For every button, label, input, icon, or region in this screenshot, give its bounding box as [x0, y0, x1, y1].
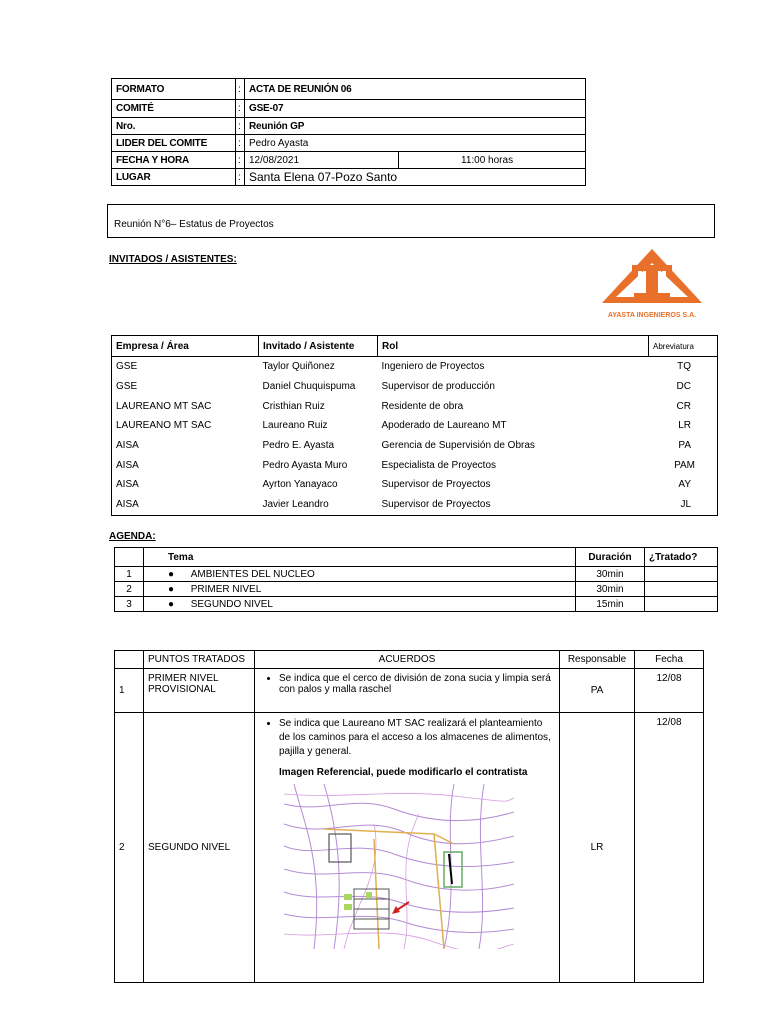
header-row-formato [112, 79, 586, 100]
cell-abreviatura: CR [676, 400, 691, 412]
cell-invitado: Pedro Ayasta Muro [262, 459, 348, 471]
company-logo [594, 245, 710, 325]
cell-invitado: Cristhian Ruiz [262, 400, 325, 412]
acuerdo-text: • Se indica que el cerco de división de zona sucia y limpia será con palos y malla raschel [279, 673, 555, 695]
label-comite: COMITÉ [112, 100, 236, 118]
header-row-nro [112, 118, 586, 135]
cell-tratado [645, 597, 718, 612]
cell-tratado [645, 582, 718, 597]
cell-duracion: 30min [576, 582, 645, 597]
col-tratado: ¿Tratado? [645, 548, 718, 567]
col-puntos: PUNTOS TRATADOS [144, 651, 255, 669]
table-row [112, 436, 718, 456]
cell-acuerdo [255, 669, 560, 713]
table-row [112, 357, 718, 377]
header-row-lugar [112, 169, 586, 186]
col-num [115, 651, 144, 669]
cell-abreviatura: JL [680, 499, 691, 511]
cell-abreviatura: PAM [674, 459, 695, 471]
table-row [115, 597, 718, 612]
cell-responsable: LR [560, 713, 635, 983]
value-formato: ACTA DE REUNIÓN 06 [245, 79, 586, 100]
acuerdo-text: • Se indica que Laureano MT SAC realizará el planteamiento de los caminos para el acceso a los almacenes de alimentos, pajilla y general. [279, 717, 555, 759]
value-fecha: 12/08/2021 [245, 152, 399, 169]
col-empresa: Empresa / Área [112, 336, 259, 357]
sep: : [236, 169, 245, 186]
value-lugar: Santa Elena 07-Pozo Santo [245, 169, 586, 186]
cell-rol: Apoderado de Laureano MT [381, 420, 507, 432]
label-lider: LIDER DEL COMITE [112, 135, 236, 152]
cell-abreviatura: AY [678, 479, 691, 491]
agenda-title: AGENDA: [109, 531, 156, 542]
header-row-fecha [112, 152, 586, 169]
cell-abreviatura: LR [678, 420, 691, 432]
cell-tema [144, 582, 576, 597]
cell-punto: PRIMER NIVEL PROVISIONAL [144, 669, 255, 713]
sep: : [236, 152, 245, 169]
cell-rol: Ingeniero de Proyectos [381, 361, 485, 373]
cell-abreviatura: DC [676, 381, 691, 393]
cell-empresa: AISA [116, 459, 139, 471]
label-formato: FORMATO [112, 79, 236, 100]
header-row-comite [112, 100, 586, 118]
col-duracion: Duración [576, 548, 645, 567]
cell-invitado: Javier Leandro [262, 499, 329, 511]
bullet-icon: ● [168, 583, 175, 595]
guests-table [111, 335, 718, 516]
table-row [115, 567, 718, 582]
cell-num: 1 [115, 669, 144, 713]
cell-abreviatura: PA [678, 440, 691, 452]
cell-rol: Supervisor de Proyectos [381, 479, 491, 491]
tema-text: PRIMER NIVEL [190, 583, 262, 595]
cell-empresa: LAUREANO MT SAC [116, 400, 212, 412]
cell-num: 1 [115, 567, 144, 582]
cell-empresa: AISA [116, 440, 139, 452]
table-row [112, 377, 718, 397]
label-fecha: FECHA Y HORA [112, 152, 236, 169]
cell-fecha: 12/08 [635, 713, 704, 983]
table-row [115, 669, 704, 713]
cell-num: 2 [115, 713, 144, 983]
cell-rol: Residente de obra [381, 400, 464, 412]
sep: : [236, 118, 245, 135]
tema-text: SEGUNDO NIVEL [190, 598, 273, 610]
label-lugar: LUGAR [112, 169, 236, 186]
cell-fecha: 12/08 [635, 669, 704, 713]
col-num [115, 548, 144, 567]
cell-abreviatura: TQ [677, 361, 691, 373]
col-tema: Tema [144, 548, 576, 567]
table-row [112, 396, 718, 416]
guests-title: INVITADOS / ASISTENTES: [109, 254, 237, 265]
guests-header-row [112, 336, 718, 357]
cell-invitado: Taylor Quiñonez [262, 361, 335, 373]
header-table [111, 78, 586, 186]
header-row-lider [112, 135, 586, 152]
acuerdo-note: Imagen Referencial, puede modificarlo el contratista [279, 767, 528, 778]
col-acuerdos: ACUERDOS [255, 651, 560, 669]
col-invitado: Invitado / Asistente [259, 336, 378, 357]
table-row [112, 455, 718, 475]
points-header-row [115, 651, 704, 669]
cell-num: 3 [115, 597, 144, 612]
cell-invitado: Ayrton Yanayaco [262, 479, 338, 491]
sep: : [236, 135, 245, 152]
label-nro: Nro. [112, 118, 236, 135]
table-row [112, 416, 718, 436]
cell-invitado: Daniel Chuquispuma [262, 381, 356, 393]
cell-rol: Especialista de Proyectos [381, 459, 497, 471]
cell-tema [144, 597, 576, 612]
value-nro: Reunión GP [245, 118, 586, 135]
cell-empresa: GSE [116, 361, 138, 373]
cell-empresa: GSE [116, 381, 138, 393]
cell-rol: Supervisor de producción [381, 381, 495, 393]
cell-tratado [645, 567, 718, 582]
site-plan-image [284, 784, 514, 949]
cell-responsable: PA [560, 669, 635, 713]
value-hora: 11:00 horas [399, 152, 586, 169]
cell-acuerdo [255, 713, 560, 983]
sep: : [236, 79, 245, 100]
col-rol: Rol [378, 336, 649, 357]
col-fecha: Fecha [635, 651, 704, 669]
table-row [112, 475, 718, 495]
cell-num: 2 [115, 582, 144, 597]
cell-rol: Gerencia de Supervisión de Obras [381, 440, 535, 452]
cell-rol: Supervisor de Proyectos [381, 499, 491, 511]
table-row [112, 495, 718, 515]
bullet-icon: ● [168, 598, 175, 610]
cell-invitado: Laureano Ruiz [262, 420, 328, 432]
sep: : [236, 100, 245, 118]
tema-text: AMBIENTES DEL NUCLEO [190, 568, 315, 580]
table-row [115, 713, 704, 983]
col-responsable: Responsable [560, 651, 635, 669]
points-table [114, 650, 704, 983]
cell-tema [144, 567, 576, 582]
cell-empresa: AISA [116, 499, 139, 511]
cell-empresa: LAUREANO MT SAC [116, 420, 212, 432]
col-abreviatura: Abreviatura [649, 336, 718, 357]
value-comite: GSE-07 [245, 100, 586, 118]
meeting-title: Reunión N°6– Estatus de Proyectos [114, 219, 274, 230]
cell-duracion: 30min [576, 567, 645, 582]
value-lider: Pedro Ayasta [245, 135, 586, 152]
cell-invitado: Pedro E. Ayasta [262, 440, 335, 452]
cell-duracion: 15min [576, 597, 645, 612]
cell-punto: SEGUNDO NIVEL [144, 713, 255, 983]
bullet-icon: ● [168, 568, 175, 580]
logo-text: AYASTA INGENIEROS S.A. [607, 312, 697, 319]
cell-empresa: AISA [116, 479, 139, 491]
agenda-header-row [115, 548, 718, 567]
meeting-title-box [107, 204, 715, 238]
table-row [115, 582, 718, 597]
agenda-table [114, 547, 718, 612]
